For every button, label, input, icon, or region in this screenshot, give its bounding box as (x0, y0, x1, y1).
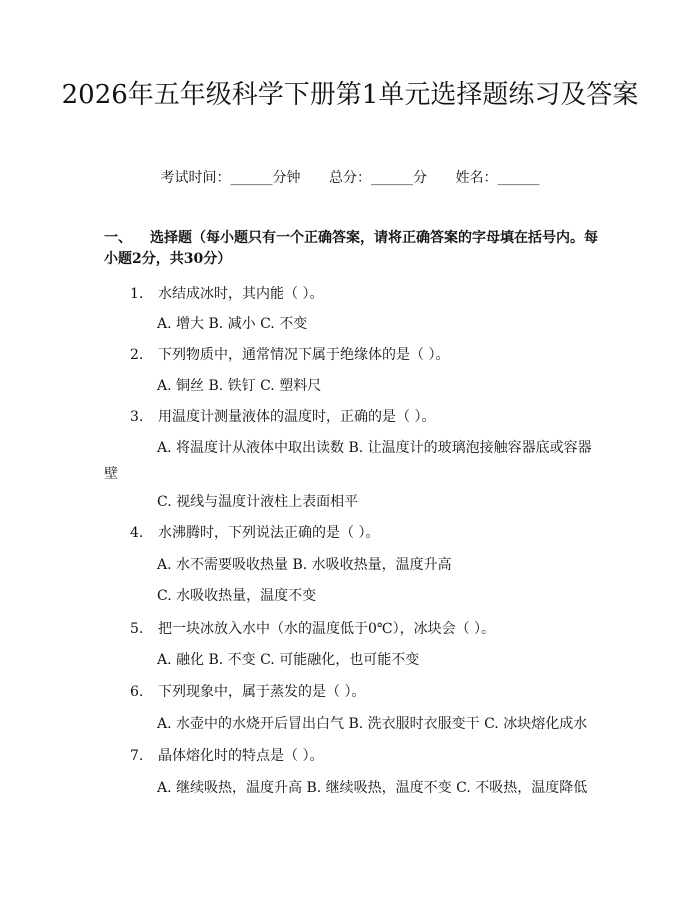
question-5-options: A. 融化 B. 不变 C. 可能融化，也可能不变 (157, 652, 420, 668)
question-number: 5. (130, 621, 144, 637)
question-7-options: A. 继续吸热，温度升高 B. 继续吸热，温度不变 C. 不吸热，温度降低 (157, 780, 588, 796)
total-score-field: 总分：______分 (329, 170, 427, 186)
question-1 (130, 284, 323, 304)
question-2 (130, 345, 449, 365)
question-text: 把一块冰放入水中（水的温度低于0℃），冰块会（ ）。 (158, 621, 496, 637)
question-text: 下列物质中，通常情况下属于绝缘体的是（ ）。 (158, 347, 450, 363)
question-number: 7. (130, 748, 144, 764)
question-number: 3. (130, 409, 144, 425)
question-number: 2. (130, 347, 144, 363)
question-text: 水结成冰时，其内能（ ）。 (158, 286, 324, 302)
exam-info-line (0, 168, 700, 188)
question-1-options: A. 增大 B. 减小 C. 不变 (157, 316, 308, 332)
question-number: 4. (130, 525, 144, 541)
question-4 (130, 523, 379, 543)
question-4-options-c: C. 水吸收热量，温度不变 (157, 588, 317, 604)
question-text: 水沸腾时，下列说法正确的是（ ）。 (158, 525, 380, 541)
question-number: 6. (130, 684, 144, 700)
student-name-field: 姓名：______ (455, 170, 540, 186)
section-number: 一、 (104, 230, 132, 246)
question-text: 晶体熔化时的特点是（ ）。 (158, 748, 324, 764)
question-7 (130, 746, 323, 766)
question-text: 下列现象中，属于蒸发的是（ ）。 (158, 684, 366, 700)
question-3-options-ab: A. 将温度计从液体中取出读数 B. 让温度计的玻璃泡接触容器底或容器壁 (104, 440, 592, 482)
document-title: 2026年五年级科学下册第1单元选择题练习及答案 (61, 80, 639, 110)
question-text: 用温度计测量液体的温度时，正确的是（ ）。 (158, 409, 436, 425)
exam-time-field: 考试时间：______分钟 (160, 170, 301, 186)
question-number: 1. (130, 286, 144, 302)
section-instructions: 选择题（每小题只有一个正确答案，请将正确答案的字母填在括号内。每小题2分，共30分） (104, 230, 598, 267)
question-2-options: A. 铜丝 B. 铁钉 C. 塑料尺 (157, 378, 322, 394)
question-6-options: A. 水壶中的水烧开后冒出白气 B. 洗衣服时衣服变干 C. 冰块熔化成水 (157, 716, 588, 732)
question-3 (130, 407, 435, 427)
question-5 (130, 619, 495, 639)
question-3-options-c: C. 视线与温度计液柱上表面相平 (157, 494, 359, 510)
question-4-options-ab: A. 水不需要吸收热量 B. 水吸收热量，温度升高 (157, 557, 452, 573)
section-heading (104, 228, 600, 270)
question-6 (130, 682, 365, 702)
